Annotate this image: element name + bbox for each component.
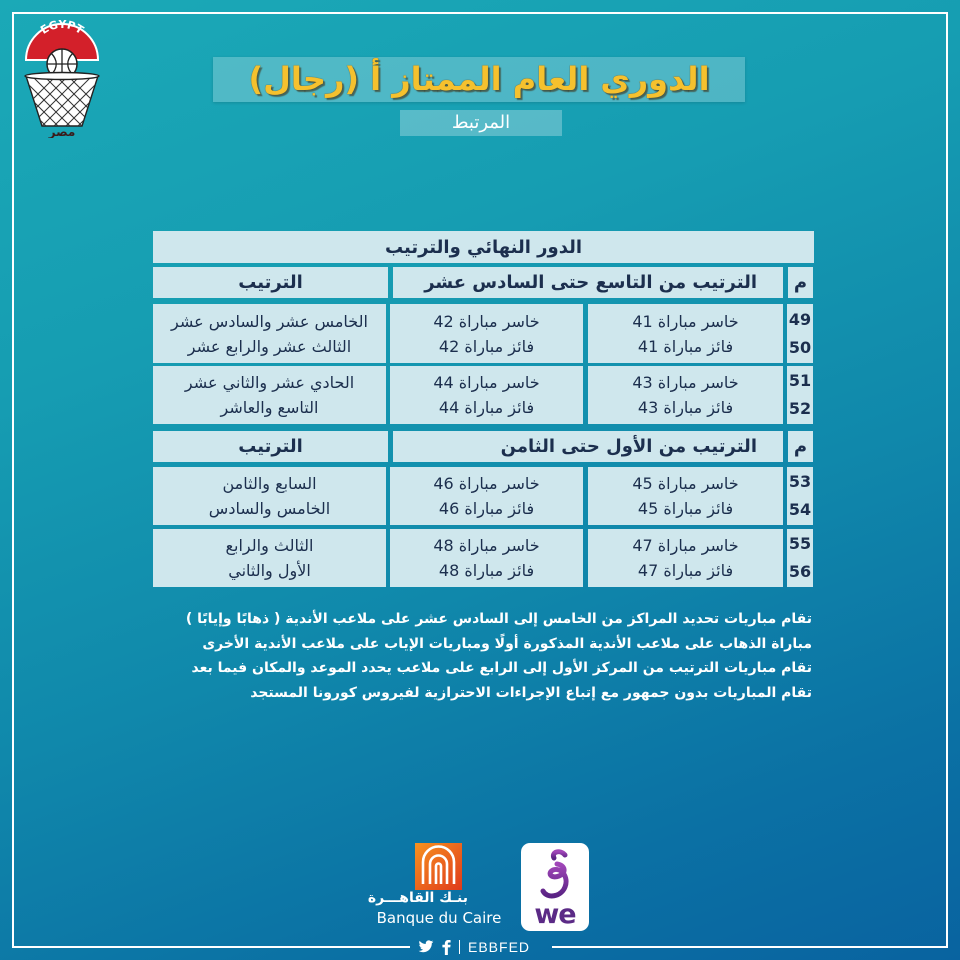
ranking-cell	[153, 304, 386, 363]
we-logo-text: we	[534, 899, 576, 930]
federation-logo	[20, 18, 104, 138]
table-caption-row	[0, 231, 960, 263]
match-a-winner: فائز مباراة 43	[637, 398, 734, 417]
match-b-winner: فائز مباراة 46	[438, 499, 535, 518]
match-a-cell	[588, 467, 783, 525]
page-title: الدوري العام الممتاز أ (رجال)	[248, 60, 710, 98]
match-a-winner: فائز مباراة 47	[637, 561, 734, 580]
match-number: 52	[788, 399, 812, 418]
match-a-loser: خاسر مباراة 45	[632, 474, 739, 493]
note-line: تقام مباريات تحديد المراكز من الخامس إلى السادس عشر على ملاعب الأندية ( ذهابًا وإيابًا )	[185, 611, 812, 627]
match-a-loser: خاسر مباراة 47	[632, 536, 739, 555]
header-ranking: الترتيب	[153, 431, 388, 462]
match-b-winner: فائز مباراة 42	[438, 336, 535, 356]
table-row	[0, 529, 960, 587]
note-line: تقام المباريات بدون جمهور مع إتباع الإجراءات الاحترازية لفيروس كورونا المستجد	[250, 684, 812, 701]
table-caption: الدور النهائي والترتيب	[153, 231, 814, 263]
page-frame-bottom-right	[552, 946, 948, 948]
match-b-winner: فائز مباراة 48	[438, 561, 535, 580]
page-frame-bottom-left	[12, 946, 410, 948]
table-row	[0, 366, 960, 424]
social-bar	[418, 938, 530, 956]
match-b-loser: خاسر مباراة 46	[433, 474, 540, 493]
ranking-line: السابع والثامن	[222, 474, 317, 493]
match-b-cell	[390, 366, 583, 424]
ranking-line: الأول والثاني	[228, 561, 311, 580]
basketball-hoop-rim	[25, 73, 99, 80]
table-header-row	[0, 431, 960, 462]
ranking-cell	[153, 366, 386, 424]
twitter-icon	[418, 940, 434, 954]
match-numbers-cell	[787, 529, 813, 587]
header-number: م	[788, 431, 813, 462]
social-divider	[459, 940, 460, 954]
logo-egypt-arabic-text: مصر	[48, 125, 76, 138]
telecom-logo	[521, 843, 589, 931]
match-a-winner: فائز مباراة 45	[637, 499, 734, 518]
match-a-cell	[588, 366, 783, 424]
table-row	[0, 304, 960, 363]
match-a-loser: خاسر مباراة 41	[632, 311, 739, 331]
match-number: 54	[788, 500, 812, 519]
header-number: م	[788, 267, 813, 298]
ranking-line: التاسع والعاشر	[220, 398, 319, 417]
bank-name-english: Banque du Caire	[376, 909, 502, 927]
match-numbers-cell	[787, 467, 813, 525]
note-line: مباراة الذهاب على ملاعب الأندية المذكورة أولًا ومباريات الإياب على ملاعب الأندية الأخرى	[202, 635, 812, 652]
match-b-loser: خاسر مباراة 42	[433, 311, 540, 331]
match-number: 55	[788, 534, 812, 553]
match-numbers-cell	[787, 366, 813, 424]
subtitle-banner	[400, 110, 562, 136]
match-a-cell	[588, 529, 783, 587]
ranking-line: الحادي عشر والثاني عشر	[184, 373, 355, 392]
header-matches: الترتيب من التاسع حتى السادس عشر	[393, 267, 783, 298]
match-number: 56	[788, 562, 812, 581]
match-number: 53	[788, 472, 812, 491]
match-a-cell	[588, 304, 783, 363]
match-b-cell	[390, 529, 583, 587]
notes-block	[100, 607, 812, 705]
title-banner	[213, 57, 745, 102]
bank-logo-icon	[415, 843, 462, 890]
match-numbers-cell	[787, 304, 813, 363]
header-matches: الترتيب من الأول حتى الثامن	[393, 431, 783, 462]
match-number: 51	[788, 371, 812, 390]
note-line: تقام مباريات الترتيب من المركز الأول إلى الرابع على ملاعب يحدد الموعد والمكان فيما بعد	[191, 660, 812, 677]
match-b-loser: خاسر مباراة 44	[433, 373, 540, 392]
match-a-loser: خاسر مباراة 43	[632, 373, 739, 392]
table-header-row	[0, 267, 960, 298]
match-b-loser: خاسر مباراة 48	[433, 536, 540, 555]
match-b-cell	[390, 304, 583, 363]
logo-egypt-text: EGYPT	[38, 18, 86, 37]
ranking-line: الخامس عشر والسادس عشر	[171, 311, 368, 331]
match-a-winner: فائز مباراة 41	[637, 336, 734, 356]
we-logo-icon	[521, 843, 589, 931]
table-row	[0, 467, 960, 525]
header-ranking: الترتيب	[153, 267, 388, 298]
match-number: 50	[788, 337, 812, 357]
social-handle: EBBFED	[468, 939, 531, 955]
ranking-cell	[153, 529, 386, 587]
ranking-line: الثالث عشر والرابع عشر	[187, 336, 352, 356]
match-b-cell	[390, 467, 583, 525]
bank-name-arabic: بنـك القاهـــرة	[367, 890, 468, 906]
page-subtitle: المرتبط	[451, 112, 511, 133]
match-b-winner: فائز مباراة 44	[438, 398, 535, 417]
facebook-icon	[442, 940, 451, 955]
ranking-line: الثالث والرابع	[225, 536, 314, 555]
match-number: 49	[788, 309, 812, 329]
ranking-line: الخامس والسادس	[208, 499, 331, 518]
ranking-cell	[153, 467, 386, 525]
